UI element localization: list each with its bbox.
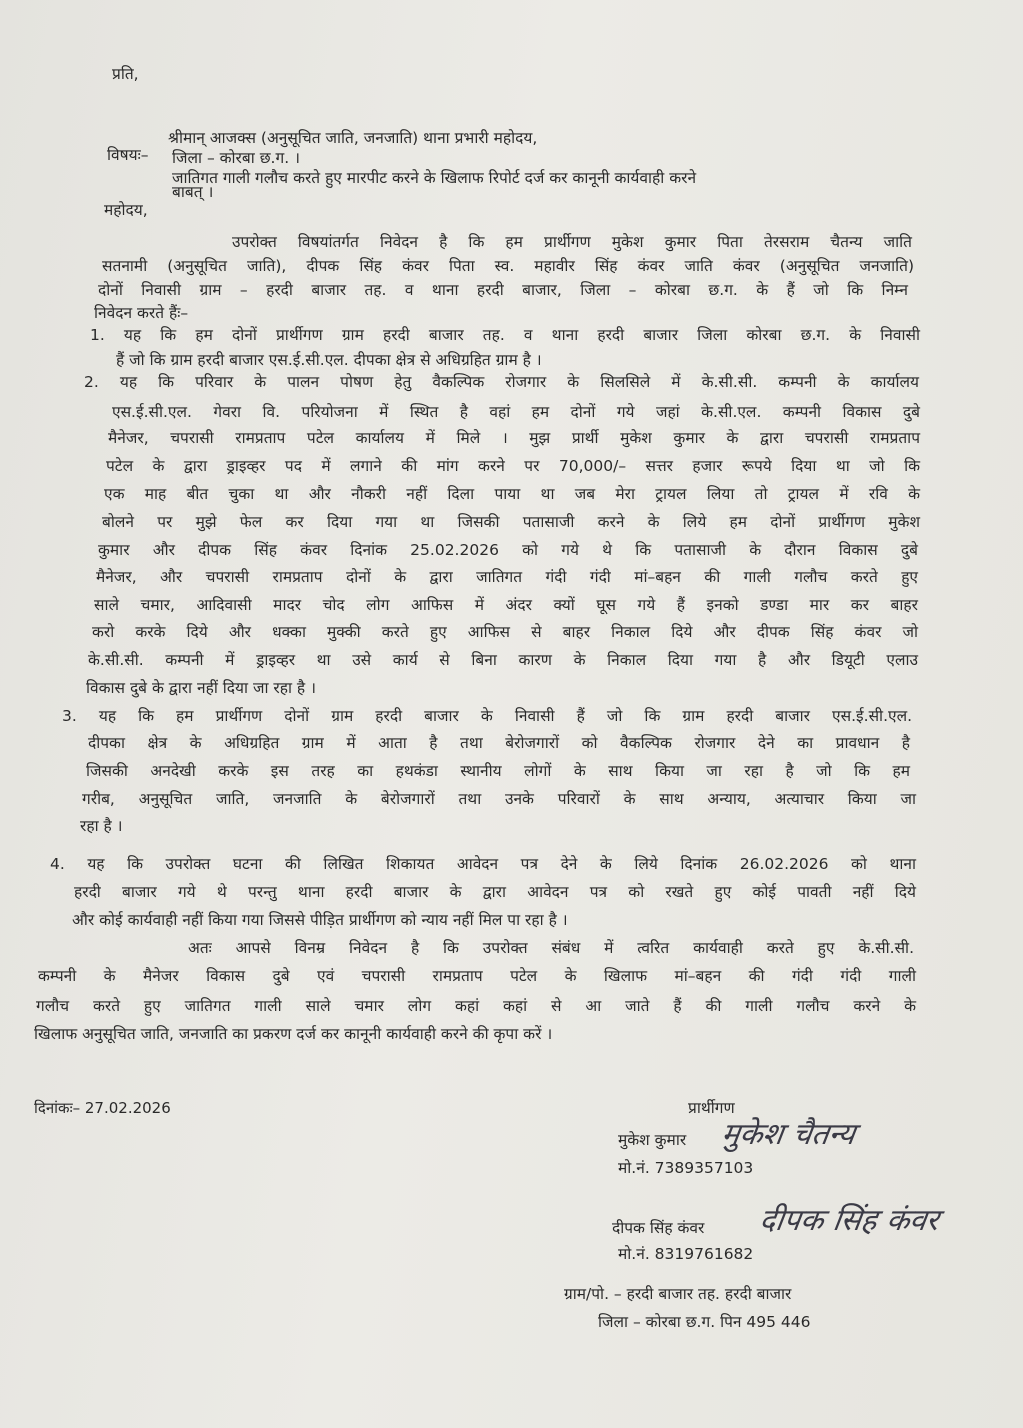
point3-line-2: दीपका क्षेत्र के अधिग्रहित ग्राम में आता है तथा बेरोजगारों को वैकल्पिक रोजगार देने का प्रावधान है bbox=[88, 734, 910, 752]
point4-line-2: हरदी बाजार गये थे परन्तु थाना हरदी बाजार के द्वारा आवेदन पत्र को रखते हुए कोई पावती नहीं दिये bbox=[74, 883, 916, 901]
applicant1-mobile: मो.नं. 7389357103 bbox=[618, 1159, 754, 1177]
subject-label: विषयः– bbox=[107, 146, 149, 164]
subject-line-1: जातिगत गाली गलौच करते हुए मारपीट करने के खिलाफ रिपोर्ट दर्ज कर कानूनी कार्यवाही करने bbox=[172, 169, 697, 187]
point3-line-1: 3. यह कि हम प्रार्थीगण दोनों ग्राम हरदी बाजार के निवासी हैं जो कि ग्राम हरदी बाजार एस.ई.सी.एल. bbox=[62, 707, 912, 725]
point2-line-7: कुमार और दीपक सिंह कंवर दिनांक 25.02.2026 को गये थे कि पतासाजी के दौरान विकास दुबे bbox=[98, 541, 918, 559]
subject-line-2: बाबत् । bbox=[172, 183, 214, 201]
recipient-line-1: श्रीमान् आजक्स (अनुसूचित जाति, जनजाति) थाना प्रभारी महोदय, bbox=[168, 129, 538, 147]
point1-line-2: हैं जो कि ग्राम हरदी बाजार एस.ई.सी.एल. दीपका क्षेत्र से अधिग्रहित ग्राम है । bbox=[116, 351, 542, 369]
point3-line-5: रहा है । bbox=[80, 817, 123, 835]
intro-line-4: निवेदन करते हैंः– bbox=[94, 304, 189, 322]
point1-line-1: 1. यह कि हम दोनों प्रार्थीगण ग्राम हरदी बाजार तह. व थाना हरदी बाजार जिला कोरबा छ.ग. के निवासी bbox=[90, 326, 920, 344]
address-line-1: ग्राम/पो. – हरदी बाजार तह. हरदी बाजार bbox=[564, 1285, 792, 1303]
point2-line-10: करो करके दिये और धक्का मुक्की करते हुए आफिस से बाहर निकाल दिये और दीपक सिंह कंवर जो bbox=[92, 623, 918, 641]
point3-line-4: गरीब, अनुसूचित जाति, जनजाति के बेरोजगारों तथा उनके परिवारों के साथ अन्याय, अत्याचार किया जा bbox=[82, 790, 916, 808]
point2-line-5: एक माह बीत चुका था और नौकरी नहीं दिला पाया था जब मेरा ट्रायल लिया तो ट्रायल में रवि के bbox=[104, 485, 920, 503]
point2-line-9: साले चमार, आदिवासी मादर चोद लोग आफिस में अंदर क्यों घूस गये हैं इनको डण्डा मार कर बाहर bbox=[94, 596, 918, 614]
recipient-line-2: जिला – कोरबा छ.ग. । bbox=[172, 149, 300, 167]
request-line-1: अतः आपसे विनम्र निवेदन है कि उपरोक्त संबंध में त्वरित कार्यवाही करते हुए के.सी.सी. bbox=[188, 939, 914, 957]
request-line-3: गलौच करते हुए जातिगत गाली साले चमार लोग कहां कहां से आ जाते हैं की गाली गलौच करने के bbox=[36, 997, 916, 1015]
point3-line-3: जिसकी अनदेखी करके इस तरह का हथकंडा स्थानीय लोगों के साथ किया जा रहा है जो कि हम bbox=[86, 762, 910, 780]
date-line: दिनांकः– 27.02.2026 bbox=[34, 1099, 171, 1117]
point4-line-1: 4. यह कि उपरोक्त घटना की लिखित शिकायत आवेदन पत्र देने के लिये दिनांक 26.02.2026 को थाना bbox=[50, 855, 916, 873]
point2-line-2: एस.ई.सी.एल. गेवरा वि. परियोजना में स्थित है वहां हम दोनों गये जहां के.सी.एल. कम्पनी विकास दुबे bbox=[112, 403, 920, 421]
address-line-2: जिला – कोरबा छ.ग. पिन 495 446 bbox=[598, 1313, 811, 1331]
request-line-2: कम्पनी के मैनेजर विकास दुबे एवं चपरासी रामप्रताप पटेल के खिलाफ मां–बहन की गंदी गंदी गाली bbox=[38, 967, 916, 985]
applicant2-signature: दीपक सिंह कंवर bbox=[757, 1203, 942, 1238]
applicant1-name: मुकेश कुमार bbox=[618, 1131, 687, 1149]
point2-line-3: मैनेजर, चपरासी रामप्रताप पटेल कार्यालय में मिले । मुझ प्रार्थी मुकेश कुमार के द्वारा चपरासी रामप्रताप bbox=[108, 429, 920, 447]
intro-line-3: दोनों निवासी ग्राम – हरदी बाजार तह. व थाना हरदी बाजार, जिला – कोरबा छ.ग. के हैं जो कि निम्न bbox=[98, 281, 908, 299]
point2-line-4: पटेल के द्वारा ड्राइव्हर पद में लगाने की मांग करने पर 70,000/– सत्तर हजार रूपये दिया था जो कि bbox=[106, 457, 920, 475]
point2-line-11: के.सी.सी. कम्पनी में ड्राइव्हर था उसे कार्य से बिना कारण के निकाल दिया गया है और डियूटी एलाउ bbox=[88, 651, 918, 669]
intro-line-1: उपरोक्त विषयांतर्गत निवेदन है कि हम प्रार्थीगण मुकेश कुमार पिता तेरसराम चैतन्य जाति bbox=[232, 233, 912, 251]
point2-line-1: 2. यह कि परिवार के पालन पोषण हेतु वैकल्पिक रोजगार के सिलसिले में के.सी.सी. कम्पनी के कार्यालय bbox=[84, 373, 919, 391]
point2-line-8: मैनेजर, और चपरासी रामप्रताप दोनों के द्वारा जातिगत गंदी गंदी मां–बहन की गाली गलौच करते हुए bbox=[96, 568, 918, 586]
point2-line-6: बोलने पर मुझे फेल कर दिया गया था जिसकी पतासाजी करने के लिये हम दोनों प्रार्थीगण मुकेश bbox=[102, 513, 920, 531]
salutation: महोदय, bbox=[104, 201, 148, 219]
applicant2-mobile: मो.नं. 8319761682 bbox=[618, 1245, 754, 1263]
applicant2-name: दीपक सिंह कंवर bbox=[612, 1219, 705, 1237]
applicants-label: प्रार्थीगण bbox=[688, 1099, 735, 1117]
point4-line-3: और कोई कार्यवाही नहीं किया गया जिससे पीड़ित प्रार्थीगण को न्याय नहीं मिल पा रहा है । bbox=[72, 911, 568, 929]
applicant1-signature: मुकेश चैतन्य bbox=[719, 1117, 858, 1152]
intro-line-2: सतनामी (अनुसूचित जाति), दीपक सिंह कंवर पिता स्व. महावीर सिंह कंवर जाति कंवर (अनुसूचित जनजाति) bbox=[102, 257, 914, 275]
to-label: प्रति, bbox=[112, 65, 139, 83]
point2-line-12: विकास दुबे के द्वारा नहीं दिया जा रहा है । bbox=[86, 679, 316, 697]
request-line-4: खिलाफ अनुसूचित जाति, जनजाति का प्रकरण दर्ज कर कानूनी कार्यवाही करने की कृपा करें । bbox=[34, 1025, 553, 1043]
